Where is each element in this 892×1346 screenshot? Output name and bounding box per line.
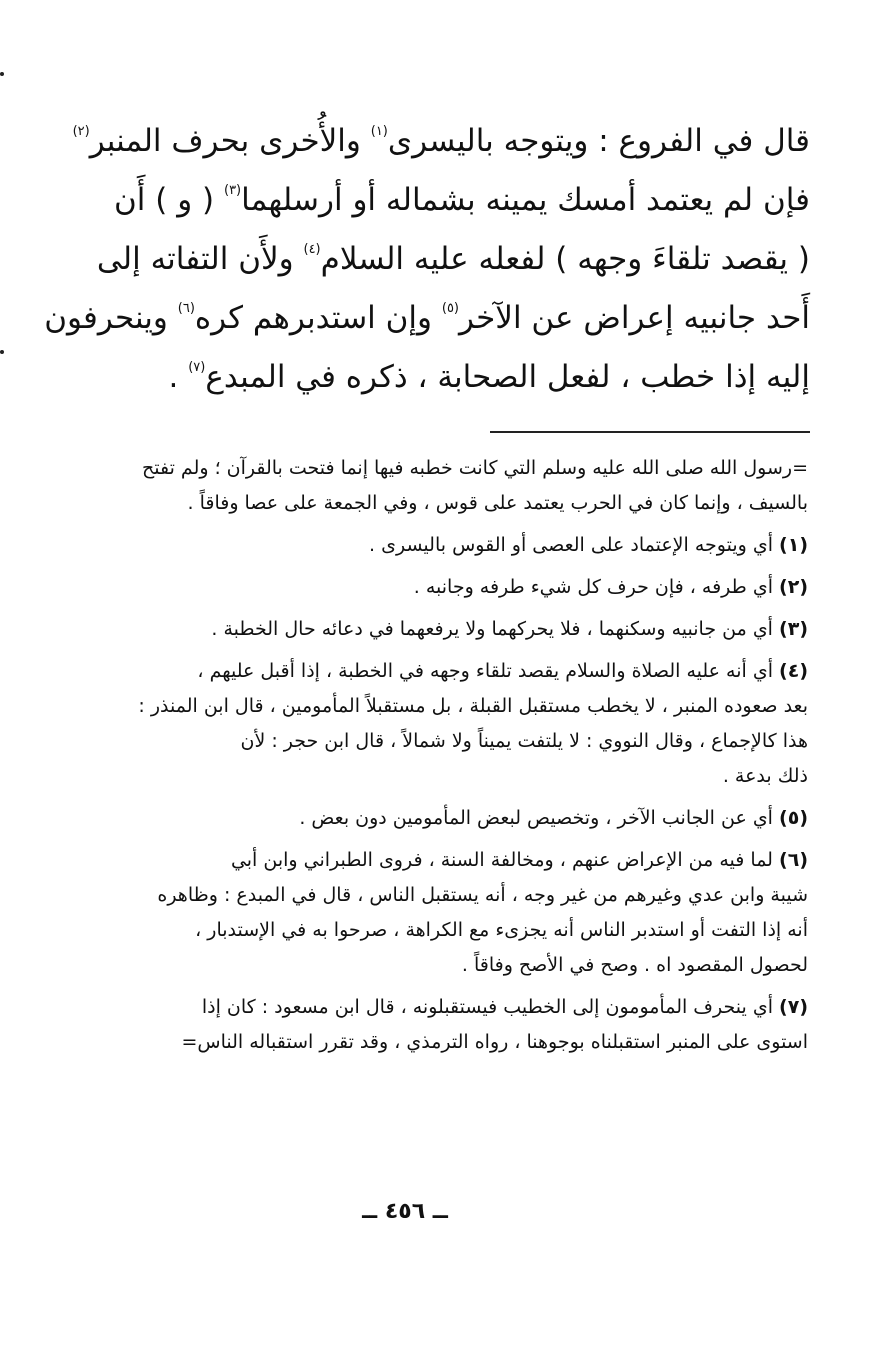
- footnote-line: أنه إذا التفت أو استدبر الناس أنه يجزىء مع الكراهة ، صرحوا به في الإستدبار ،: [195, 919, 808, 941]
- footnote-ref: (٦): [177, 301, 195, 316]
- footnote-number: (١): [779, 534, 808, 556]
- footnote-ref: (٤): [303, 242, 321, 257]
- footnote-line: [57, 528, 808, 563]
- footnote-text: أي ويتوجه الإعتماد على العصى أو القوس باليسرى .: [369, 534, 780, 556]
- main-text-segment: وينحرفون: [44, 300, 178, 336]
- scan-mark: [0, 350, 4, 354]
- footnote-line: شيبة وابن عدي وغيرهم من غير وجه ، أنه يستقبل الناس ، قال في المبدع : وظاهره: [157, 884, 808, 906]
- main-text-segment: قال في الفروع : ويتوجه باليسرى: [387, 123, 810, 159]
- footnote-text: أي طرفه ، فإن حرف كل شيء طرفه وجانبه .: [413, 576, 780, 598]
- main-text-line: [62, 348, 810, 407]
- footnote-ref: (٢): [72, 124, 90, 139]
- scan-mark: [0, 72, 4, 76]
- main-text-line: [62, 171, 810, 230]
- main-text-segment: وإن استدبرهم كره: [194, 300, 442, 336]
- main-text-segment: فإن لم يعتمد أمسك يمينه بشماله أو أرسلهما: [241, 182, 810, 218]
- main-text-line: [62, 112, 810, 171]
- footnote-text: أي من جانبيه وسكنهما ، فلا يحركهما ولا يرفعهما في دعائه حال الخطبة .: [211, 618, 780, 640]
- footnote-line: بالسيف ، وإنما كان في الحرب يعتمد على قوس ، وفي الجمعة على عصا وفاقاً .: [187, 492, 808, 514]
- footnotes: [57, 451, 808, 1067]
- footnote-3: [57, 612, 808, 647]
- footnote-2: [57, 570, 808, 605]
- main-text-line: [62, 230, 810, 289]
- footnote-1: [57, 528, 808, 563]
- main-text: [44, 112, 810, 407]
- footnote-ref: (٥): [441, 301, 459, 316]
- footnote-text: أي أنه عليه الصلاة والسلام يقصد تلقاء وجهه في الخطبة ، إذا أقبل عليهم ،: [197, 660, 780, 682]
- footnote-line: [57, 612, 808, 647]
- footnote-ref: (٣): [223, 183, 242, 198]
- footnote-number: (٦): [779, 849, 808, 871]
- footnote-6: [57, 843, 808, 983]
- footnote-line: [57, 570, 808, 605]
- footnote-line: [57, 801, 808, 836]
- footnote-text: أي ينحرف المأمومون إلى الخطيب فيستقبلونه ، قال ابن مسعود : كان إذا: [201, 996, 780, 1018]
- page-number: ــ ٤٥٦ ــ: [362, 1199, 448, 1224]
- main-text-segment: والأُخرى بحرف المنبر: [89, 123, 371, 159]
- footnote-4: [57, 654, 808, 794]
- main-text-segment: ( و ) أَن: [114, 182, 224, 218]
- footnote-text: أي عن الجانب الآخر ، وتخصيص لبعض المأمومين دون بعض .: [299, 807, 780, 829]
- footnote-number: (٣): [779, 618, 808, 640]
- footnote-line: استوى على المنبر استقبلناه بوجوهنا ، رواه الترمذي ، وقد تقرر استقباله الناس=: [181, 1031, 808, 1053]
- footnote-line: =رسول الله صلى الله عليه وسلم التي كانت خطبه فيها إنما فتحت بالقرآن ؛ ولم تفتح: [141, 457, 808, 479]
- footnote-5: [57, 801, 808, 836]
- footnote-continuation: [57, 451, 808, 521]
- footnote-ref: (١): [370, 124, 388, 139]
- footnote-number: (٢): [779, 576, 808, 598]
- main-text-segment: .: [168, 359, 189, 395]
- footnote-7: [57, 990, 808, 1060]
- main-text-segment: أَحد جانبيه إعراض عن الآخر: [459, 300, 810, 336]
- footnote-line: [57, 654, 808, 689]
- footnote-line: ذلك بدعة .: [722, 765, 808, 787]
- footnote-separator: [490, 431, 810, 433]
- footnote-line: [57, 990, 808, 1025]
- footnote-number: (٥): [779, 807, 808, 829]
- footnote-line: بعد صعوده المنبر ، لا يخطب مستقبل القبلة ، بل مستقبلاً المأمومين ، قال ابن المنذر :: [138, 695, 808, 717]
- main-text-segment: إليه إذا خطب ، لفعل الصحابة ، ذكره في المبدع: [205, 359, 810, 395]
- footnote-line: هذا كالإجماع ، وقال النووي : لا يلتفت يميناً ولا شمالاً ، قال ابن حجر : لأن: [240, 730, 808, 752]
- main-text-segment: ولأَن التفاته إلى: [96, 241, 304, 277]
- main-text-segment: ( يقصد تلقاءَ وجهه ) لفعله عليه السلام: [320, 241, 810, 277]
- footnote-number: (٤): [779, 660, 808, 682]
- footnote-text: لما فيه من الإعراض عنهم ، ومخالفة السنة ، فروى الطبراني وابن أبي: [230, 849, 780, 871]
- main-text-line: [44, 289, 810, 348]
- footnote-ref: (٧): [188, 360, 206, 375]
- footnote-line: [57, 843, 808, 878]
- footnote-number: (٧): [779, 996, 808, 1018]
- footnote-line: لحصول المقصود اه . وصح في الأصح وفاقاً .: [461, 954, 808, 976]
